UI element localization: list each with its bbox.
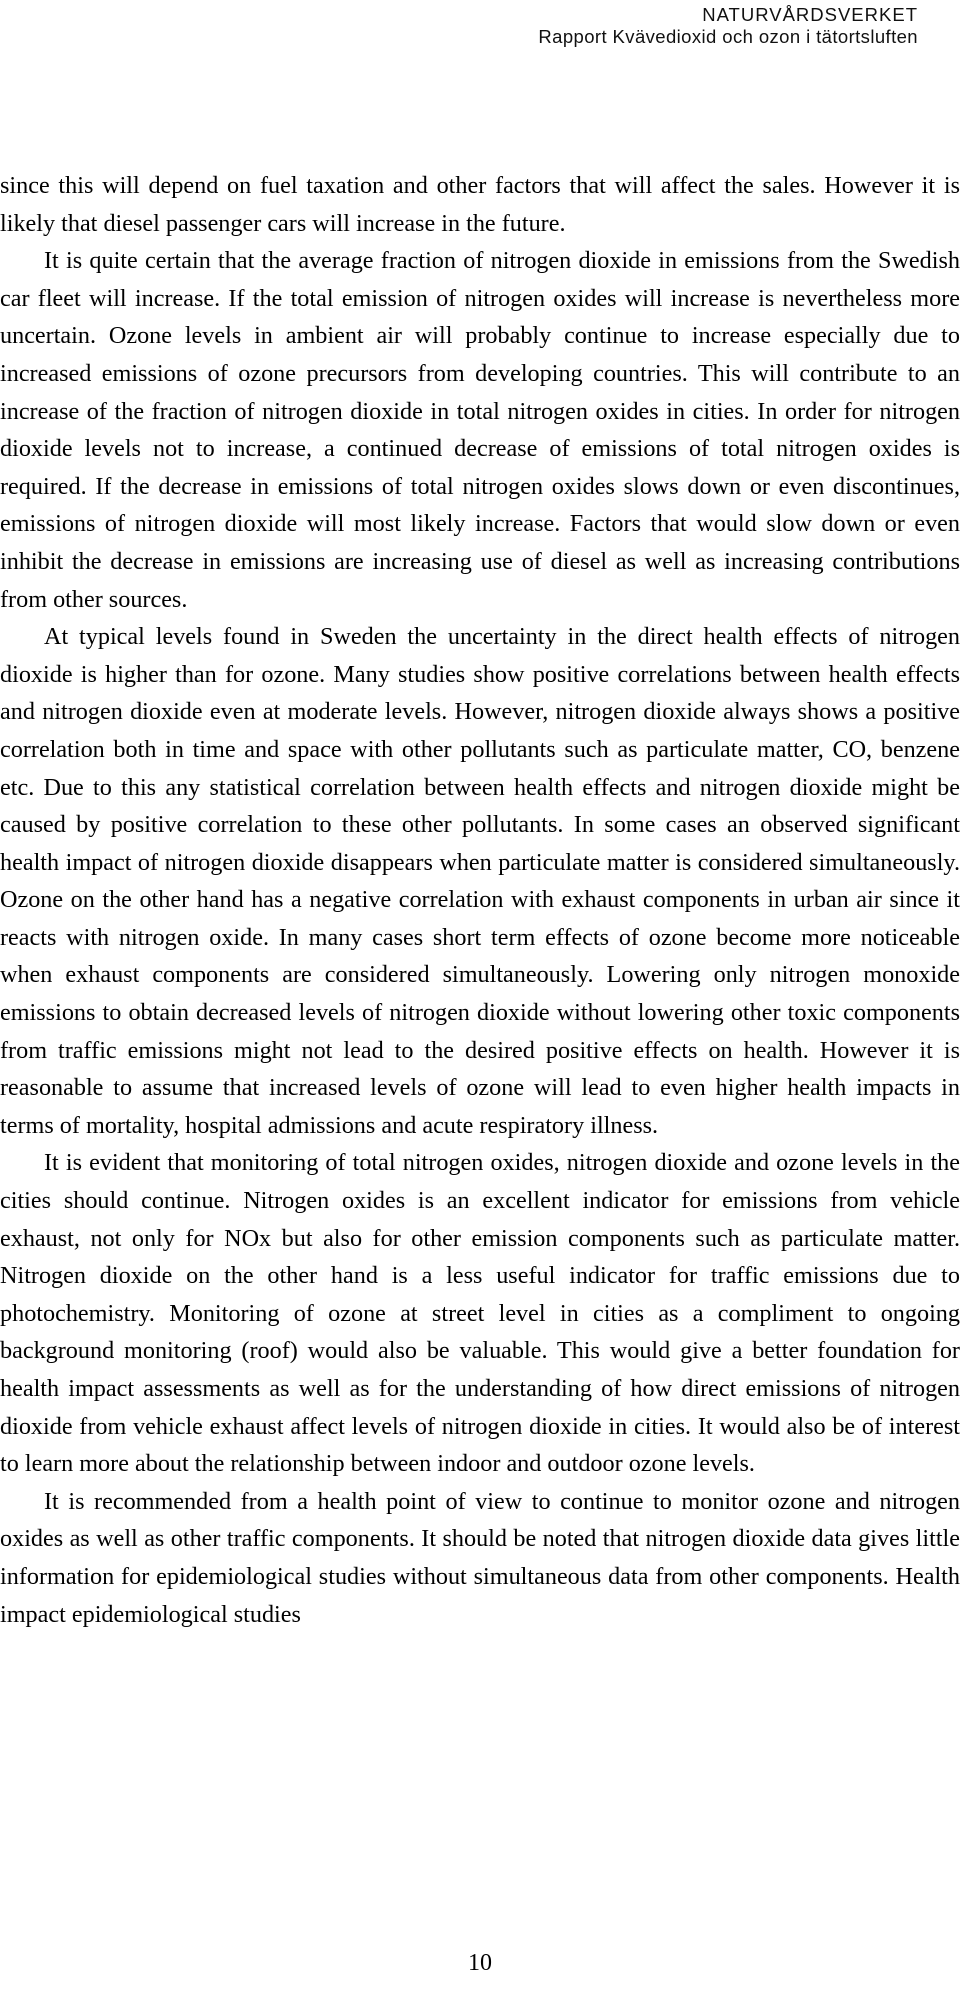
- header-report-title: Rapport Kvävedioxid och ozon i tätortsluften: [538, 26, 918, 47]
- header-organization: NATURVÅRDSVERKET: [702, 4, 918, 25]
- page-number: 10: [468, 1950, 492, 1976]
- running-header: [538, 4, 918, 48]
- paragraph-health-effects: At typical levels found in Sweden the uncertainty in the direct health effects of nitrogen dioxide is higher than for ozone. Many studies show positive correlations between health effects and nitrogen dioxide even at moderate levels. However, nitrogen dioxide always shows a positive correlation both in time and space with other pollutants such as particulate matter, CO, benzene etc. Due to this any statistical correlation between health effects and nitrogen dioxide might be caused by positive correlation to these other pollutants. In some cases an observed significant health impact of nitrogen dioxide disappears when particulate matter is considered simultaneously. Ozone on the other hand has a negative correlation with exhaust components in urban air since it reacts with nitrogen oxide. In many cases short term effects of ozone become more noticeable when exhaust components are considered simultaneously. Lowering only nitrogen monoxide emissions to obtain decreased levels of nitrogen dioxide without lowering other toxic components from traffic emissions might not lead to the desired positive effects on health. However it is reasonable to assume that increased levels of ozone will lead to even higher health impacts in terms of mortality, hospital admissions and acute respiratory illness.: [0, 623, 960, 1139]
- paragraph-continuation: since this will depend on fuel taxation and other factors that will affect the sales. However it is likely that diesel passenger cars will increase in the future.: [0, 172, 960, 237]
- paragraph-no2-fraction: It is quite certain that the average fraction of nitrogen dioxide in emissions from the Swedish car fleet will increase. If the total emission of nitrogen oxides will increase is nevertheless more uncertain. Ozone levels in ambient air will probably continue to increase especially due to increased emissions of ozone precursors from developing countries. This will contribute to an increase of the fraction of nitrogen dioxide in total nitrogen oxides in cities. In order for nitrogen dioxide levels not to increase, a continued decrease of emissions of total nitrogen oxides is required. If the decrease in emissions of total nitrogen oxides slows down or even discontinues, emissions of nitrogen dioxide will most likely increase. Factors that would slow down or even inhibit the decrease in emissions are increasing use of diesel as well as increasing contributions from other sources.: [0, 247, 960, 613]
- paragraph-monitoring: It is evident that monitoring of total nitrogen oxides, nitrogen dioxide and ozone levels in the cities should continue. Nitrogen oxides is an excellent indicator for emissions from vehicle exhaust, not only for NOx but also for other emission components such as particulate matter. Nitrogen dioxide on the other hand is a less useful indicator for traffic emissions due to photochemistry. Monitoring of ozone at street level in cities as a compliment to ongoing background monitoring (roof) would also be valuable. This would give a better foundation for health impact assessments as well as for the understanding of how direct emissions of nitrogen dioxide from vehicle exhaust affect levels of nitrogen dioxide in cities. It would also be of interest to learn more about the relationship between indoor and outdoor ozone levels.: [0, 1149, 960, 1478]
- paragraph-recommendation: It is recommended from a health point of view to continue to monitor ozone and nitrogen oxides as well as other traffic components. It should be noted that nitrogen dioxide data gives little information for epidemiological studies without simultaneous data from other components. Health impact epidemiological studies: [0, 1487, 960, 1628]
- body-text: [0, 167, 960, 1633]
